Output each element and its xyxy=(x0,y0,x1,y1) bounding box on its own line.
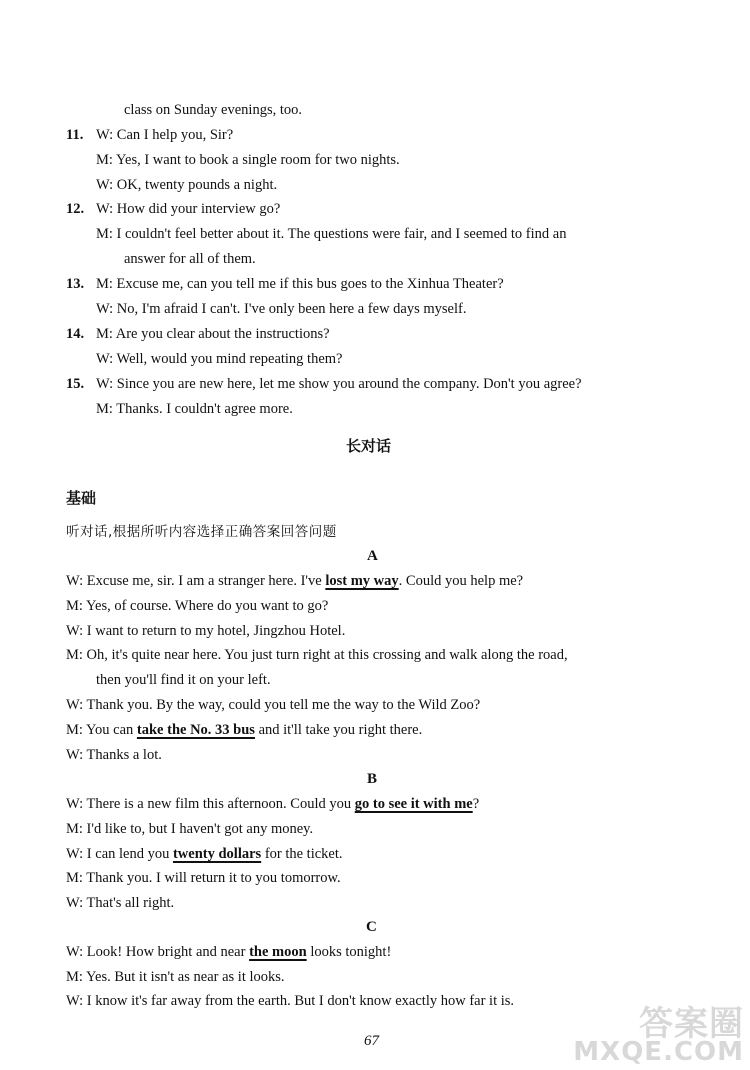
dialogue-line: M: Yes, I want to book a single room for two nights. xyxy=(96,152,400,168)
dialogue-line: M: I couldn't feel better about it. The questions were fair, and I seemed to find an xyxy=(96,226,567,242)
dialogue-line: M: Yes. But it isn't as near as it looks. xyxy=(66,969,285,985)
dialogue-line: M: Excuse me, can you tell me if this bus goes to the Xinhua Theater? xyxy=(96,276,504,292)
answer-text: take the No. 33 bus xyxy=(136,722,255,738)
dialogue-line: W: I want to return to my hotel, Jingzhou Hotel. xyxy=(66,623,346,639)
long-dialogue-heading: 长对话 xyxy=(346,437,392,455)
dialogue-line: M: Yes, of course. Where do you want to go? xyxy=(66,598,329,614)
answer-text: twenty dollars xyxy=(172,846,262,862)
dialogue-line: W: I can lend you twenty dollars for the ticket. xyxy=(66,846,343,862)
dialogue-line: W: Thank you. By the way, could you tell me the way to the Wild Zoo? xyxy=(66,697,481,713)
basic-heading: 基础 xyxy=(66,489,97,507)
section-label-c: C xyxy=(366,919,377,935)
dialogue-number: 12. xyxy=(66,201,85,217)
dialogue-line: W: OK, twenty pounds a night. xyxy=(96,177,278,193)
instruction-text: 听对话,根据所听内容选择正确答案回答问题 xyxy=(66,524,337,540)
dialogue-number: 14. xyxy=(66,326,85,342)
dialogue-line: W: Thanks a lot. xyxy=(66,747,162,763)
dialogue-line: W: Well, would you mind repeating them? xyxy=(96,351,343,367)
watermark-top: 答案圈 xyxy=(639,1004,744,1044)
section-label-b: B xyxy=(367,771,378,787)
dialogue-line: then you'll find it on your left. xyxy=(96,672,271,688)
dialogue-line: answer for all of them. xyxy=(124,251,256,267)
dialogue-line: W: That's all right. xyxy=(66,895,175,911)
watermark-bottom: MXQE.COM xyxy=(573,1037,744,1067)
dialogue-line: W: Excuse me, sir. I am a stranger here. I've lost my way. Could you help me? xyxy=(66,573,524,589)
answer-text: the moon xyxy=(249,944,307,960)
watermark-logo xyxy=(573,1004,744,1067)
answer-text: go to see it with me xyxy=(354,796,473,812)
answer-text: lost my way xyxy=(325,573,399,589)
dialogue-number: 13. xyxy=(66,276,85,292)
dialogue-line: W: I know it's far away from the earth. But I don't know exactly how far it is. xyxy=(66,993,515,1009)
dialogue-line: M: Thank you. I will return it to you tomorrow. xyxy=(66,870,341,886)
dialogue-line: M: Are you clear about the instructions? xyxy=(96,326,330,342)
dialogue-line: W: No, I'm afraid I can't. I've only been here a few days myself. xyxy=(96,301,467,317)
section-label-a: A xyxy=(367,548,378,564)
dialogue-line: M: You can take the No. 33 bus and it'll take you right there. xyxy=(66,722,423,738)
dialogue-line: M: I'd like to, but I haven't got any money. xyxy=(66,821,314,837)
dialogue-line: M: Thanks. I couldn't agree more. xyxy=(96,401,293,417)
dialogue-line: W: Can I help you, Sir? xyxy=(96,127,234,143)
dialogue-line: W: There is a new film this afternoon. Could you go to see it with me? xyxy=(66,796,480,812)
continued-line: class on Sunday evenings, too. xyxy=(124,102,303,118)
dialogue-line: M: Oh, it's quite near here. You just turn right at this crossing and walk along the road, xyxy=(66,647,568,663)
page-number: 67 xyxy=(364,1033,379,1049)
dialogue-number: 15. xyxy=(66,376,85,392)
dialogue-line: W: Look! How bright and near the moon looks tonight! xyxy=(66,944,392,960)
dialogue-line: W: How did your interview go? xyxy=(96,201,281,217)
dialogue-number: 11. xyxy=(66,127,84,143)
dialogue-line: W: Since you are new here, let me show you around the company. Don't you agree? xyxy=(96,376,582,392)
